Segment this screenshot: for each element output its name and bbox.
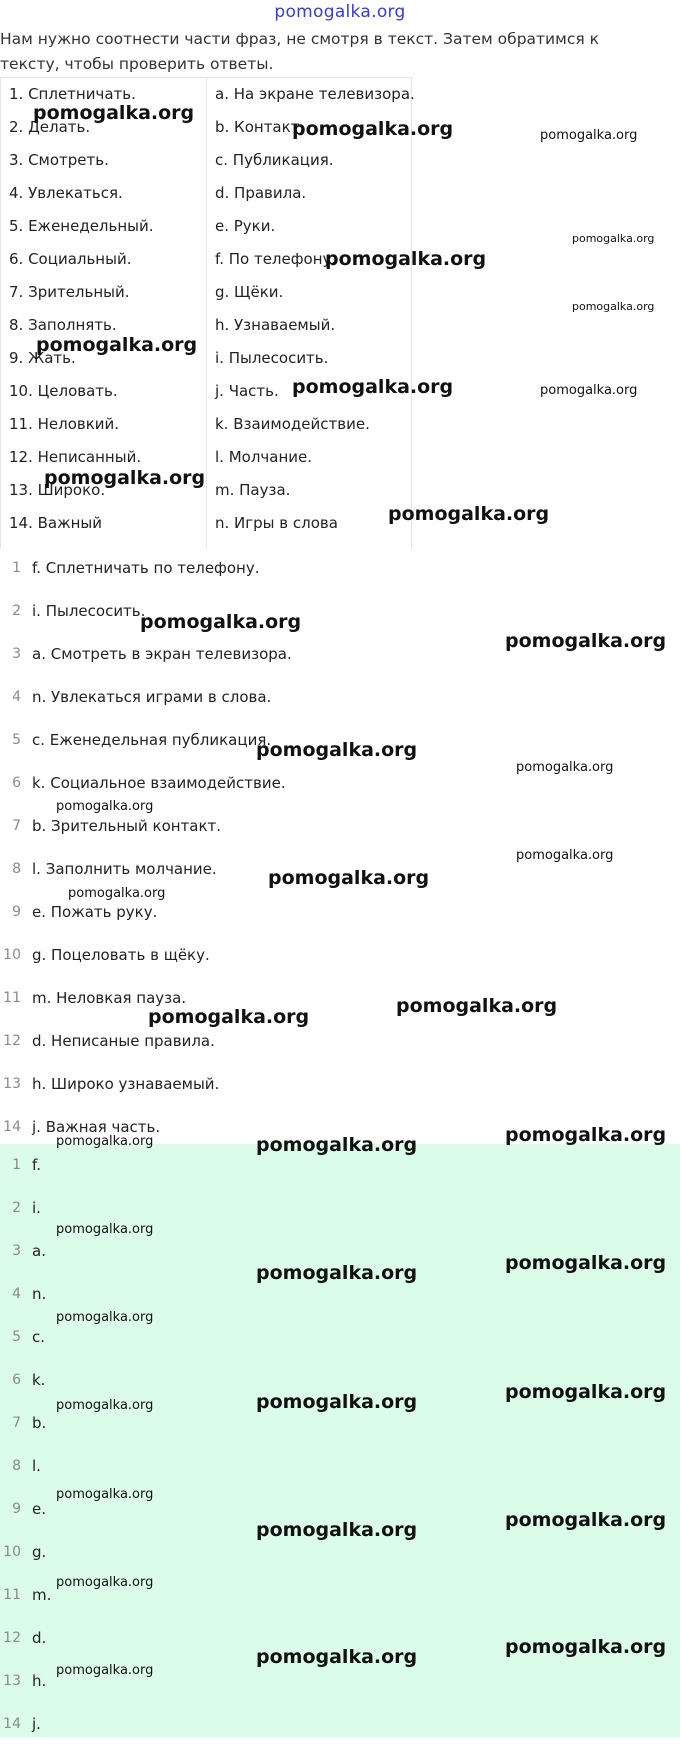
answer-text: k. bbox=[32, 1371, 46, 1389]
list-item bbox=[0, 676, 680, 719]
list-item bbox=[0, 1230, 680, 1273]
list-item bbox=[0, 891, 680, 934]
table-row bbox=[1, 441, 413, 474]
watermark: pomogalka.org bbox=[572, 300, 655, 313]
phrase-end: m. Пауза. bbox=[215, 481, 291, 499]
phrase-start: 8. Заполнять. bbox=[9, 316, 117, 334]
watermark: pomogalka.org bbox=[56, 1310, 154, 1325]
list-item bbox=[0, 719, 680, 762]
list-item bbox=[0, 934, 680, 977]
line-number: 4 bbox=[12, 1286, 21, 1302]
watermark: pomogalka.org bbox=[540, 128, 638, 143]
phrase-end: d. Правила. bbox=[215, 184, 307, 202]
watermark: pomogalka.org bbox=[516, 848, 614, 863]
line-number: 3 bbox=[12, 646, 21, 662]
phrase-end: n. Игры в слова bbox=[215, 514, 338, 532]
table-row bbox=[1, 111, 413, 144]
line-number: 10 bbox=[3, 1544, 21, 1560]
phrase-start: 10. Целовать. bbox=[9, 382, 118, 400]
watermark: pomogalka.org bbox=[505, 1252, 667, 1274]
answer-list bbox=[0, 547, 680, 1149]
list-item bbox=[0, 1020, 680, 1063]
phrase-start: 7. Зрительный. bbox=[9, 283, 130, 301]
list-item bbox=[0, 1359, 680, 1402]
list-item bbox=[0, 1617, 680, 1660]
list-item bbox=[0, 977, 680, 1020]
line-number: 6 bbox=[12, 1372, 21, 1388]
watermark: pomogalka.org bbox=[56, 1487, 154, 1502]
line-number: 1 bbox=[12, 1157, 21, 1173]
answer-text: c. Еженедельная публикация. bbox=[32, 731, 272, 749]
phrase-start: 13. Широко. bbox=[9, 481, 106, 499]
answer-text: m. bbox=[32, 1586, 52, 1604]
answer-text: k. Социальное взаимодействие. bbox=[32, 774, 286, 792]
line-number: 2 bbox=[12, 603, 21, 619]
table-row bbox=[1, 342, 413, 375]
table-row bbox=[1, 144, 413, 177]
watermark: pomogalka.org bbox=[56, 799, 154, 814]
answer-text: m. Неловкая пауза. bbox=[32, 989, 187, 1007]
watermark: pomogalka.org bbox=[56, 1663, 154, 1678]
line-number: 7 bbox=[12, 818, 21, 834]
answer-text: j. bbox=[32, 1715, 41, 1733]
phrase-end: f. По телефону. bbox=[215, 250, 337, 268]
answer-text: b. Зрительный контакт. bbox=[32, 817, 222, 835]
answer-text: e. bbox=[32, 1500, 46, 1518]
watermark: pomogalka.org bbox=[540, 383, 638, 398]
watermark: pomogalka.org bbox=[325, 248, 487, 270]
phrase-end: i. Пылесосить. bbox=[215, 349, 329, 367]
intro-text: Нам нужно соотнести части фраз, не смотря в текст. Затем обратимся к тексту, чтобы проверить ответы. bbox=[0, 30, 599, 73]
phrase-start: 11. Неловкий. bbox=[9, 415, 120, 433]
list-item bbox=[0, 1063, 680, 1106]
watermark: pomogalka.org bbox=[505, 1381, 667, 1403]
phrase-start: 4. Увлекаться. bbox=[9, 184, 123, 202]
phrase-start: 3. Смотреть. bbox=[9, 151, 109, 169]
line-number: 11 bbox=[3, 1587, 21, 1603]
table-row bbox=[1, 276, 413, 309]
watermark: pomogalka.org bbox=[56, 1398, 154, 1413]
watermark: pomogalka.org bbox=[56, 1575, 154, 1590]
line-number: 4 bbox=[12, 689, 21, 705]
answer-text: g. Поцеловать в щёку. bbox=[32, 946, 210, 964]
watermark: pomogalka.org bbox=[505, 1636, 667, 1658]
table-row bbox=[1, 78, 413, 111]
list-item bbox=[0, 805, 680, 848]
line-number: 13 bbox=[3, 1673, 21, 1689]
table-row bbox=[1, 474, 413, 507]
watermark: pomogalka.org bbox=[516, 760, 614, 775]
list-item bbox=[0, 762, 680, 805]
phrase-end: l. Молчание. bbox=[215, 448, 313, 466]
list-item bbox=[0, 1144, 680, 1187]
line-number: 2 bbox=[12, 1200, 21, 1216]
phrase-end: b. Контакт. bbox=[215, 118, 305, 136]
phrase-end: h. Узнаваемый. bbox=[215, 316, 336, 334]
list-item bbox=[0, 590, 680, 633]
answer-text: l. Заполнить молчание. bbox=[32, 860, 217, 878]
watermark: pomogalka.org bbox=[36, 334, 198, 356]
watermark: pomogalka.org bbox=[68, 886, 166, 901]
line-number: 7 bbox=[12, 1415, 21, 1431]
watermark: pomogalka.org bbox=[256, 1262, 418, 1284]
answer-text: a. bbox=[32, 1242, 46, 1260]
answer-text: e. Пожать руку. bbox=[32, 903, 158, 921]
list-item bbox=[0, 1574, 680, 1617]
line-number: 3 bbox=[12, 1243, 21, 1259]
list-item bbox=[0, 1316, 680, 1359]
line-number: 14 bbox=[3, 1716, 21, 1732]
watermark: pomogalka.org bbox=[268, 867, 430, 889]
answer-text: f. bbox=[32, 1156, 41, 1174]
answer-text: n. Увлекаться играми в слова. bbox=[32, 688, 272, 706]
phrase-start: 5. Еженедельный. bbox=[9, 217, 154, 235]
answer-text: h. Широко узнаваемый. bbox=[32, 1075, 220, 1093]
table-row bbox=[1, 408, 413, 441]
phrase-start: 2. Делать. bbox=[9, 118, 91, 136]
line-number: 12 bbox=[3, 1033, 21, 1049]
list-item bbox=[0, 1445, 680, 1488]
list-item bbox=[0, 633, 680, 676]
answer-text: a. Смотреть в экран телевизора. bbox=[32, 645, 292, 663]
phrase-start: 1. Сплетничать. bbox=[9, 85, 136, 103]
watermark: pomogalka.org bbox=[505, 1509, 667, 1531]
answer-text: b. bbox=[32, 1414, 47, 1432]
list-item bbox=[0, 1106, 680, 1149]
answer-text: j. Важная часть. bbox=[32, 1118, 161, 1136]
phrase-end: g. Щёки. bbox=[215, 283, 284, 301]
answer-text: i. bbox=[32, 1199, 41, 1217]
phrase-end: a. На экране телевизора. bbox=[215, 85, 415, 103]
watermark: pomogalka.org bbox=[505, 630, 667, 652]
phrase-start: 14. Важный bbox=[9, 514, 103, 532]
line-number: 12 bbox=[3, 1630, 21, 1646]
answer-text: d. bbox=[32, 1629, 47, 1647]
line-number: 9 bbox=[12, 1501, 21, 1517]
watermark: pomogalka.org bbox=[292, 118, 454, 140]
list-item bbox=[0, 547, 680, 590]
table-row bbox=[1, 210, 413, 243]
list-item bbox=[0, 1531, 680, 1574]
line-number: 14 bbox=[3, 1119, 21, 1135]
table-row bbox=[1, 177, 413, 210]
watermark: pomogalka.org bbox=[140, 611, 302, 633]
answer-text: d. Неписаные правила. bbox=[32, 1032, 215, 1050]
line-number: 6 bbox=[12, 775, 21, 791]
answer-text: l. bbox=[32, 1457, 41, 1475]
line-number: 1 bbox=[12, 560, 21, 576]
answer-text: i. Пылесосить. bbox=[32, 602, 146, 620]
list-item bbox=[0, 1660, 680, 1703]
phrase-end: c. Публикация. bbox=[215, 151, 334, 169]
watermark: pomogalka.org bbox=[56, 1222, 154, 1237]
watermark: pomogalka.org bbox=[256, 739, 418, 761]
line-number: 10 bbox=[3, 947, 21, 963]
phrase-end: k. Взаимодействие. bbox=[215, 415, 370, 433]
list-item bbox=[0, 1703, 680, 1746]
table-row bbox=[1, 507, 413, 540]
list-item bbox=[0, 1402, 680, 1445]
phrase-end: e. Руки. bbox=[215, 217, 276, 235]
line-number: 5 bbox=[12, 732, 21, 748]
watermark: pomogalka.org bbox=[256, 1519, 418, 1541]
line-number: 11 bbox=[3, 990, 21, 1006]
site-logo[interactable]: pomogalka.org bbox=[274, 2, 406, 22]
line-number: 5 bbox=[12, 1329, 21, 1345]
short-answer-list bbox=[0, 1144, 680, 1737]
table-row bbox=[1, 243, 413, 276]
matching-table bbox=[0, 77, 415, 549]
list-item bbox=[0, 1273, 680, 1316]
line-number: 8 bbox=[12, 1458, 21, 1474]
watermark: pomogalka.org bbox=[396, 995, 558, 1017]
phrase-end: j. Часть. bbox=[215, 382, 279, 400]
watermark: pomogalka.org bbox=[33, 102, 195, 124]
list-item bbox=[0, 1488, 680, 1531]
answer-text: h. bbox=[32, 1672, 47, 1690]
watermark: pomogalka.org bbox=[256, 1646, 418, 1668]
answer-text: g. bbox=[32, 1543, 47, 1561]
watermark: pomogalka.org bbox=[56, 1134, 154, 1149]
answer-text: c. bbox=[32, 1328, 46, 1346]
line-number: 9 bbox=[12, 904, 21, 920]
watermark: pomogalka.org bbox=[256, 1391, 418, 1413]
table-row bbox=[1, 309, 413, 342]
list-item bbox=[0, 1187, 680, 1230]
phrase-start: 6. Социальный. bbox=[9, 250, 132, 268]
watermark: pomogalka.org bbox=[292, 376, 454, 398]
line-number: 8 bbox=[12, 861, 21, 877]
phrase-start: 12. Неписанный. bbox=[9, 448, 142, 466]
phrase-start: 9. Жать. bbox=[9, 349, 76, 367]
answer-text: f. Сплетничать по телефону. bbox=[32, 559, 260, 577]
watermark: pomogalka.org bbox=[44, 467, 206, 489]
list-item bbox=[0, 848, 680, 891]
watermark: pomogalka.org bbox=[148, 1006, 310, 1028]
watermark: pomogalka.org bbox=[388, 503, 550, 525]
table-row bbox=[1, 375, 413, 408]
watermark: pomogalka.org bbox=[256, 1134, 418, 1156]
watermark: pomogalka.org bbox=[505, 1124, 667, 1146]
answer-text: n. bbox=[32, 1285, 47, 1303]
watermark: pomogalka.org bbox=[572, 232, 655, 245]
line-number: 13 bbox=[3, 1076, 21, 1092]
